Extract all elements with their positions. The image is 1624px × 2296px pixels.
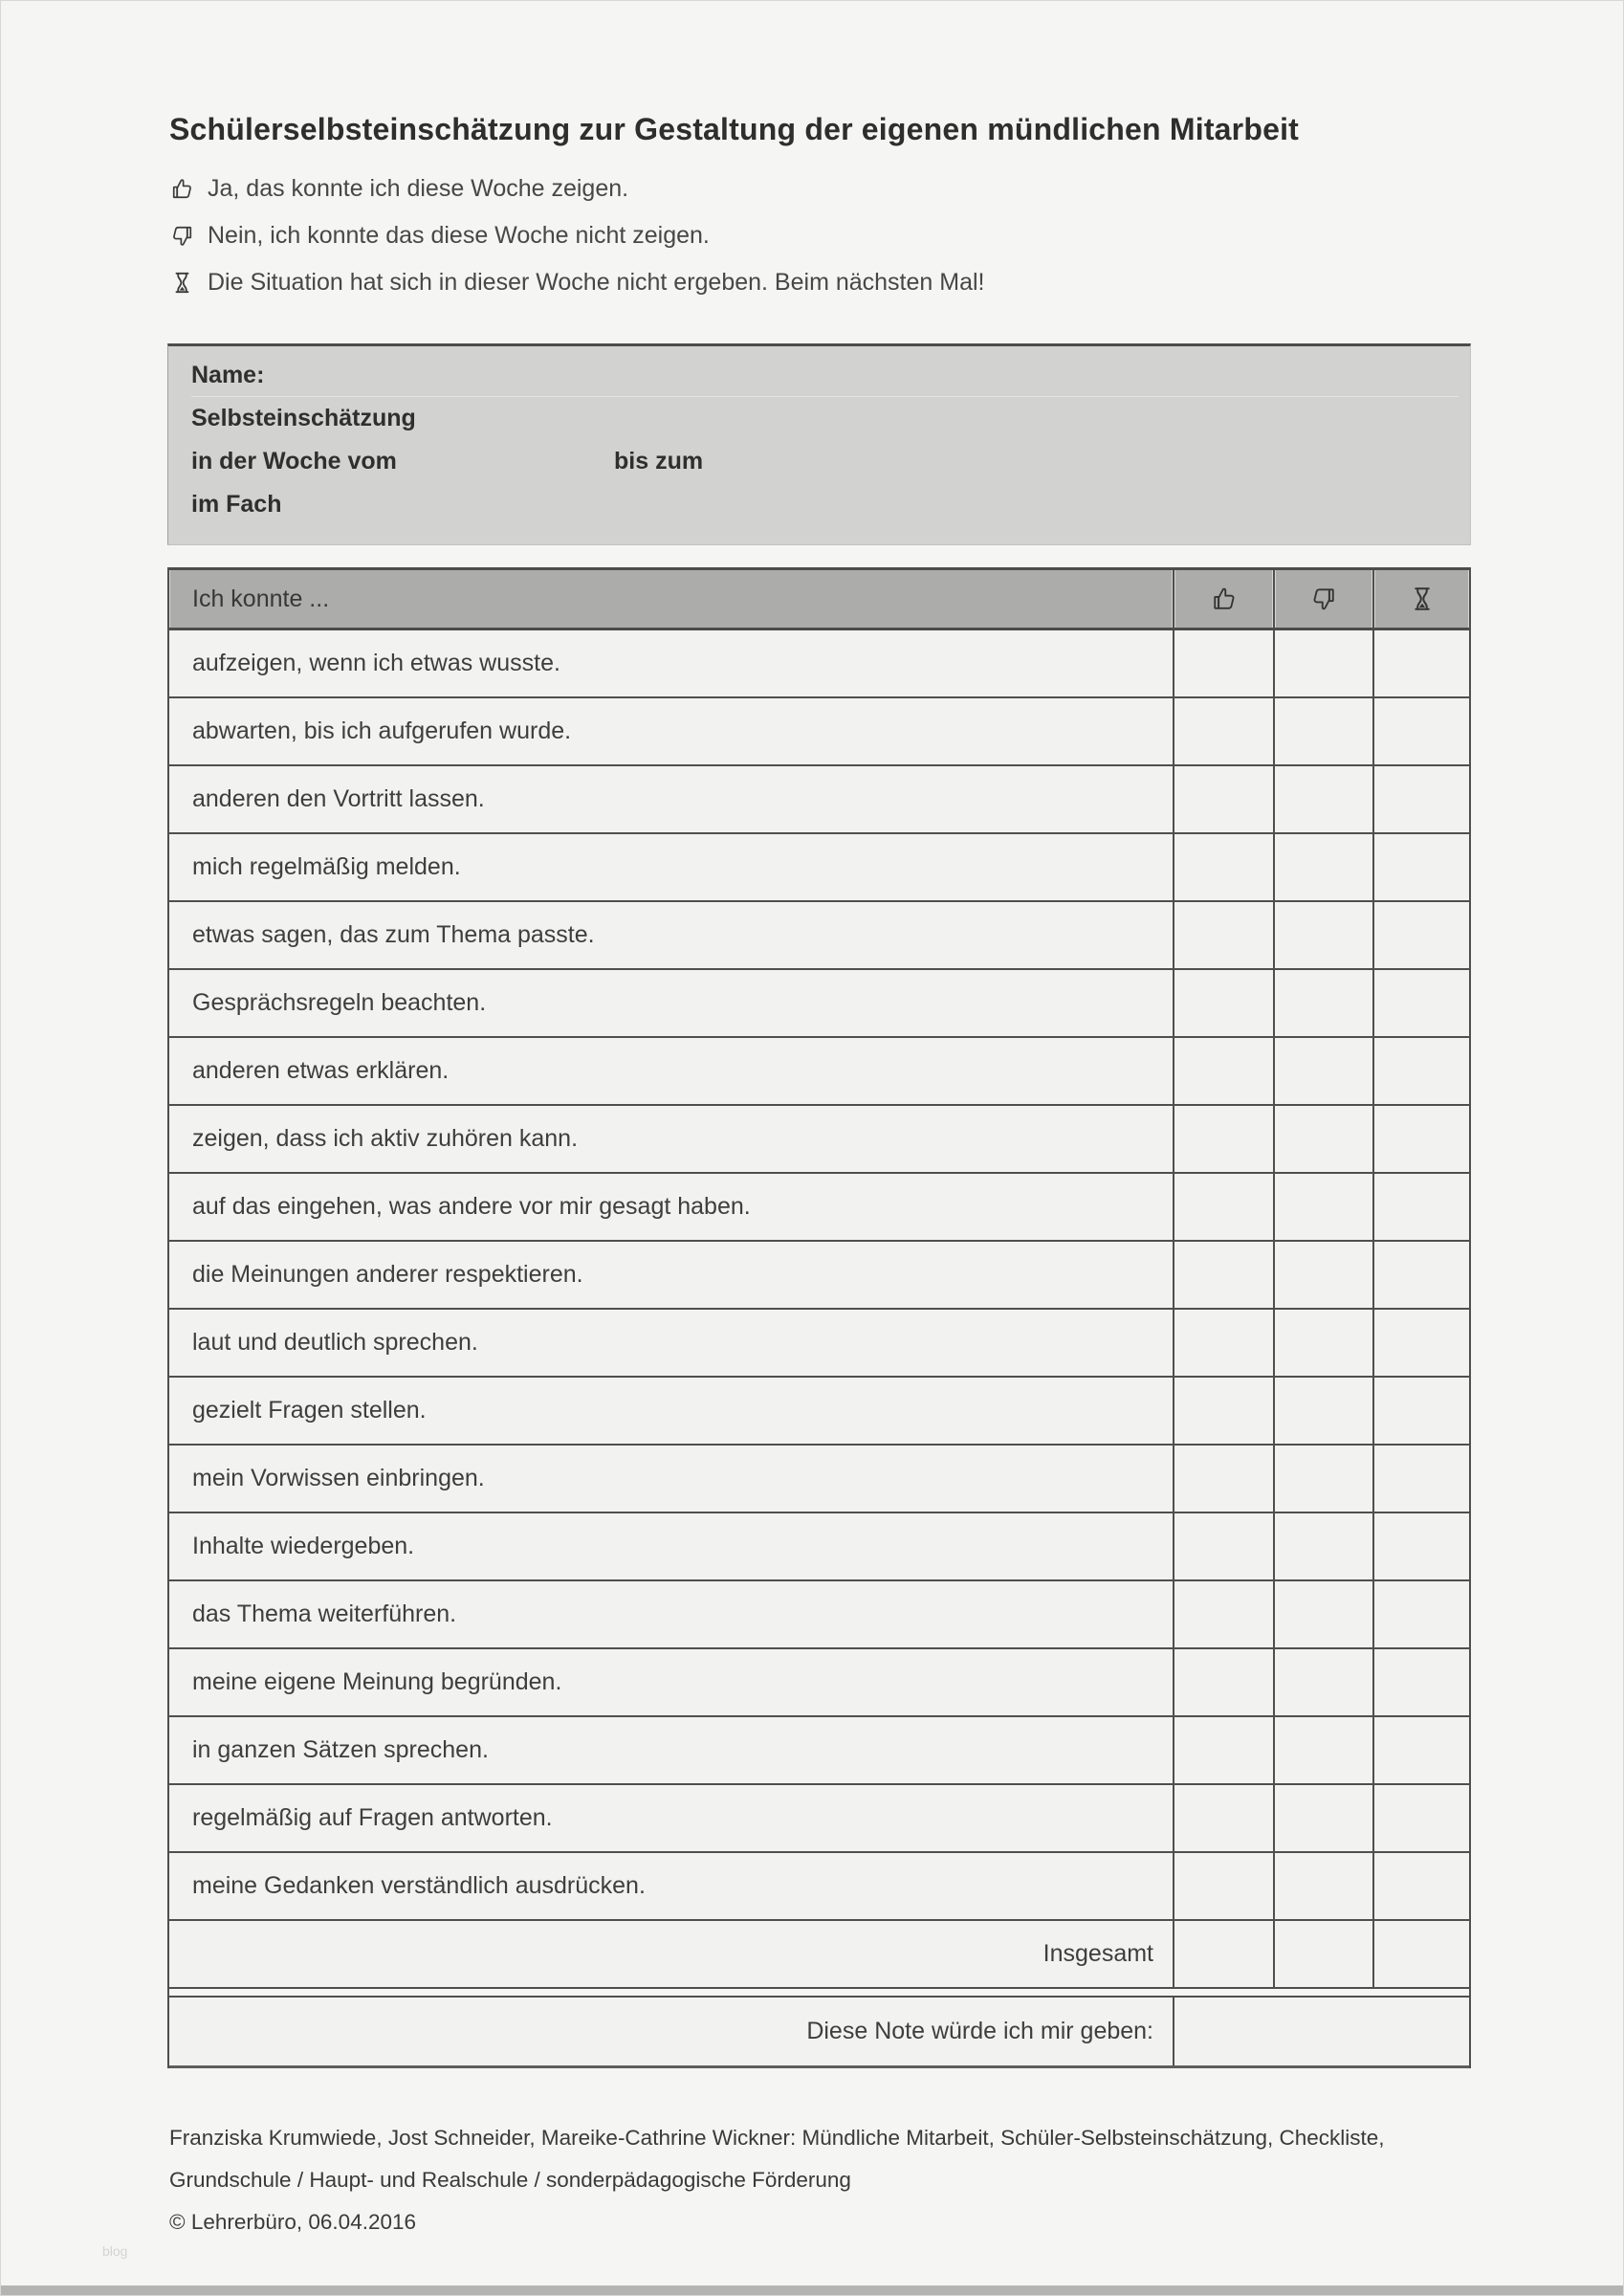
table-row — [169, 1310, 1469, 1378]
mark-cell-not-yet[interactable] — [1374, 1174, 1469, 1240]
mark-cell-no[interactable] — [1275, 1174, 1374, 1240]
mark-cell-not-yet[interactable] — [1374, 1513, 1469, 1579]
week-to-label: bis zum — [614, 448, 704, 475]
mark-cell-yes[interactable] — [1174, 630, 1275, 696]
legend-item-no — [169, 222, 984, 250]
legend-item-not-yet — [169, 269, 984, 297]
table-row — [169, 1446, 1469, 1513]
statement-text: aufzeigen, wenn ich etwas wusste. — [192, 650, 560, 676]
statement-text: etwas sagen, das zum Thema passte. — [192, 921, 595, 948]
mark-cell-yes[interactable] — [1174, 1853, 1275, 1919]
table-row — [169, 630, 1469, 698]
total-label: Insgesamt — [1042, 1940, 1153, 1967]
mark-cell-not-yet[interactable] — [1374, 1785, 1469, 1851]
table-row — [169, 1717, 1469, 1785]
total-label-cell — [169, 1921, 1174, 1987]
mark-cell-not-yet[interactable] — [1374, 1446, 1469, 1512]
mark-cell-yes[interactable] — [1174, 1581, 1275, 1647]
statement-cell — [169, 1513, 1174, 1579]
statement-text: das Thema weiterführen. — [192, 1601, 457, 1627]
mark-cell-yes[interactable] — [1174, 1446, 1275, 1512]
mark-cell-no[interactable] — [1275, 834, 1374, 900]
statement-cell — [169, 1106, 1174, 1172]
mark-cell-no[interactable] — [1275, 1785, 1374, 1851]
statement-cell — [169, 698, 1174, 764]
source-footer — [169, 2117, 1385, 2243]
table-row — [169, 1853, 1469, 1921]
mark-cell-not-yet[interactable] — [1374, 1581, 1469, 1647]
mark-cell-no[interactable] — [1275, 1513, 1374, 1579]
statement-text: gezielt Fragen stellen. — [192, 1397, 427, 1424]
statement-cell — [169, 1038, 1174, 1104]
table-header-row — [169, 567, 1469, 630]
statement-text: mich regelmäßig melden. — [192, 853, 461, 880]
subtitle-label: Selbsteinschätzung — [191, 405, 416, 431]
table-row — [169, 1649, 1469, 1717]
grade-row — [169, 1996, 1469, 2068]
statement-cell — [169, 1242, 1174, 1308]
page-title: Schülerselbsteinschätzung zur Gestaltung der eigenen mündlichen Mitarbeit — [169, 112, 1300, 146]
statement-cell — [169, 1174, 1174, 1240]
mark-cell-not-yet[interactable] — [1374, 834, 1469, 900]
header-cell-statement — [169, 570, 1174, 628]
table-row — [169, 970, 1469, 1038]
mark-cell-no[interactable] — [1275, 1106, 1374, 1172]
statement-text: laut und deutlich sprechen. — [192, 1329, 478, 1356]
table-row — [169, 902, 1469, 970]
statement-cell — [169, 630, 1174, 696]
total-mark-cell-no[interactable] — [1275, 1921, 1374, 1987]
legend-item-yes — [169, 175, 984, 203]
mark-cell-yes[interactable] — [1174, 1106, 1275, 1172]
mark-cell-yes[interactable] — [1174, 834, 1275, 900]
mark-cell-yes[interactable] — [1174, 970, 1275, 1036]
header-cell-yes — [1174, 570, 1275, 628]
grade-input-cell[interactable] — [1174, 1998, 1469, 2065]
mark-cell-not-yet[interactable] — [1374, 1038, 1469, 1104]
mark-cell-yes[interactable] — [1174, 1310, 1275, 1376]
mark-cell-yes[interactable] — [1174, 1242, 1275, 1308]
mark-cell-yes[interactable] — [1174, 766, 1275, 832]
student-info-box — [167, 343, 1471, 545]
mark-cell-not-yet[interactable] — [1374, 630, 1469, 696]
mark-cell-yes[interactable] — [1174, 1717, 1275, 1783]
table-row — [169, 698, 1469, 766]
hourglass-icon — [1408, 585, 1437, 613]
mark-cell-no[interactable] — [1275, 1649, 1374, 1715]
table-row — [169, 1581, 1469, 1649]
mark-cell-no[interactable] — [1275, 970, 1374, 1036]
statement-text: auf das eingehen, was andere vor mir gesagt haben. — [192, 1193, 751, 1220]
statement-cell — [169, 1581, 1174, 1647]
mark-cell-not-yet[interactable] — [1374, 1106, 1469, 1172]
subject-label: im Fach — [191, 491, 282, 518]
mark-cell-no[interactable] — [1275, 1310, 1374, 1376]
statement-cell — [169, 766, 1174, 832]
total-mark-cell-yes[interactable] — [1174, 1921, 1275, 1987]
grade-label-cell — [169, 1998, 1174, 2065]
mark-cell-not-yet[interactable] — [1374, 1649, 1469, 1715]
legend-text-not-yet: Die Situation hat sich in dieser Woche nicht ergeben. Beim nächsten Mal! — [208, 269, 985, 296]
table-row — [169, 1106, 1469, 1174]
mark-cell-yes[interactable] — [1174, 1174, 1275, 1240]
subject-field-row[interactable] — [191, 483, 1459, 526]
mark-cell-no[interactable] — [1275, 630, 1374, 696]
page-bottom-strip — [1, 2285, 1623, 2295]
statement-cell — [169, 1649, 1174, 1715]
table-header-label: Ich konnte ... — [192, 585, 330, 612]
statement-text: zeigen, dass ich aktiv zuhören kann. — [192, 1125, 579, 1152]
mark-cell-yes[interactable] — [1174, 1513, 1275, 1579]
faint-watermark: blog — [102, 2243, 128, 2259]
subtitle-row — [191, 397, 1459, 440]
mark-cell-not-yet[interactable] — [1374, 970, 1469, 1036]
name-label: Name: — [191, 361, 265, 388]
table-row — [169, 1242, 1469, 1310]
mark-cell-no[interactable] — [1275, 698, 1374, 764]
mark-cell-yes[interactable] — [1174, 1649, 1275, 1715]
mark-cell-no[interactable] — [1275, 1853, 1374, 1919]
statement-text: Inhalte wiedergeben. — [192, 1533, 415, 1559]
mark-cell-no[interactable] — [1275, 902, 1374, 968]
mark-cell-not-yet[interactable] — [1374, 766, 1469, 832]
mark-cell-not-yet[interactable] — [1374, 1378, 1469, 1444]
self-assessment-table — [167, 567, 1471, 2068]
mark-cell-no[interactable] — [1275, 1446, 1374, 1512]
thumb-up-icon — [1210, 585, 1239, 613]
statement-text: anderen etwas erklären. — [192, 1057, 450, 1084]
statement-cell — [169, 1853, 1174, 1919]
statement-cell — [169, 1378, 1174, 1444]
statement-cell — [169, 1785, 1174, 1851]
mark-cell-no[interactable] — [1275, 1242, 1374, 1308]
table-body — [169, 630, 1469, 1921]
mark-cell-yes[interactable] — [1174, 1785, 1275, 1851]
footer-line-schooltypes: Grundschule / Haupt- und Realschule / sonderpädagogische Förderung — [169, 2168, 851, 2192]
hourglass-icon — [169, 270, 208, 296]
mark-cell-not-yet[interactable] — [1374, 1242, 1469, 1308]
statement-text: abwarten, bis ich aufgerufen wurde. — [192, 718, 572, 744]
statement-cell — [169, 1446, 1174, 1512]
mark-cell-yes[interactable] — [1174, 902, 1275, 968]
statement-cell — [169, 1717, 1174, 1783]
total-mark-cell-not-yet[interactable] — [1374, 1921, 1469, 1987]
mark-cell-no[interactable] — [1275, 1717, 1374, 1783]
table-row — [169, 834, 1469, 902]
total-row — [169, 1921, 1469, 1989]
legend-text-no: Nein, ich konnte das diese Woche nicht zeigen. — [208, 222, 710, 249]
table-row — [169, 1038, 1469, 1106]
statement-text: regelmäßig auf Fragen antworten. — [192, 1804, 553, 1831]
table-row — [169, 1785, 1469, 1853]
mark-cell-no[interactable] — [1275, 1378, 1374, 1444]
mark-cell-yes[interactable] — [1174, 1378, 1275, 1444]
thumb-up-icon — [169, 176, 208, 202]
thumb-down-icon — [169, 223, 208, 249]
week-from-label: in der Woche vom — [191, 448, 397, 475]
footer-line-authors: Franziska Krumwiede, Jost Schneider, Mareike-Cathrine Wickner: Mündliche Mitarbeit, Schüler-Selbsteinschätzung, Checkliste, — [169, 2126, 1385, 2150]
mark-cell-no[interactable] — [1275, 1038, 1374, 1104]
footer-line-copyright: © Lehrerbüro, 06.04.2016 — [169, 2210, 417, 2234]
statement-cell — [169, 970, 1174, 1036]
mark-cell-not-yet[interactable] — [1374, 1853, 1469, 1919]
statement-cell — [169, 1310, 1174, 1376]
statement-cell — [169, 834, 1174, 900]
statement-text: meine eigene Meinung begründen. — [192, 1668, 562, 1695]
statement-text: die Meinungen anderer respektieren. — [192, 1261, 583, 1288]
statement-text: meine Gedanken verständlich ausdrücken. — [192, 1872, 646, 1899]
legend-text-yes: Ja, das konnte ich diese Woche zeigen. — [208, 175, 629, 202]
statement-text: mein Vorwissen einbringen. — [192, 1465, 485, 1491]
header-cell-no — [1275, 570, 1374, 628]
header-cell-not-yet — [1374, 570, 1469, 628]
statement-text: Gesprächsregeln beachten. — [192, 989, 487, 1016]
mark-cell-no[interactable] — [1275, 766, 1374, 832]
mark-cell-not-yet[interactable] — [1374, 1717, 1469, 1783]
thumb-down-icon — [1309, 585, 1338, 613]
week-field-row[interactable] — [191, 440, 1459, 483]
mark-cell-not-yet[interactable] — [1374, 902, 1469, 968]
statement-text: anderen den Vortritt lassen. — [192, 785, 485, 812]
table-row — [169, 766, 1469, 834]
mark-cell-not-yet[interactable] — [1374, 1310, 1469, 1376]
grade-label: Diese Note würde ich mir geben: — [806, 2018, 1153, 2044]
table-row — [169, 1378, 1469, 1446]
mark-cell-no[interactable] — [1275, 1581, 1374, 1647]
statement-text: in ganzen Sätzen sprechen. — [192, 1736, 489, 1763]
mark-cell-not-yet[interactable] — [1374, 698, 1469, 764]
mark-cell-yes[interactable] — [1174, 1038, 1275, 1104]
statement-cell — [169, 902, 1174, 968]
table-row — [169, 1174, 1469, 1242]
table-row — [169, 1513, 1469, 1581]
name-field-row[interactable] — [191, 354, 1459, 397]
mark-cell-yes[interactable] — [1174, 698, 1275, 764]
rating-legend — [169, 175, 984, 297]
